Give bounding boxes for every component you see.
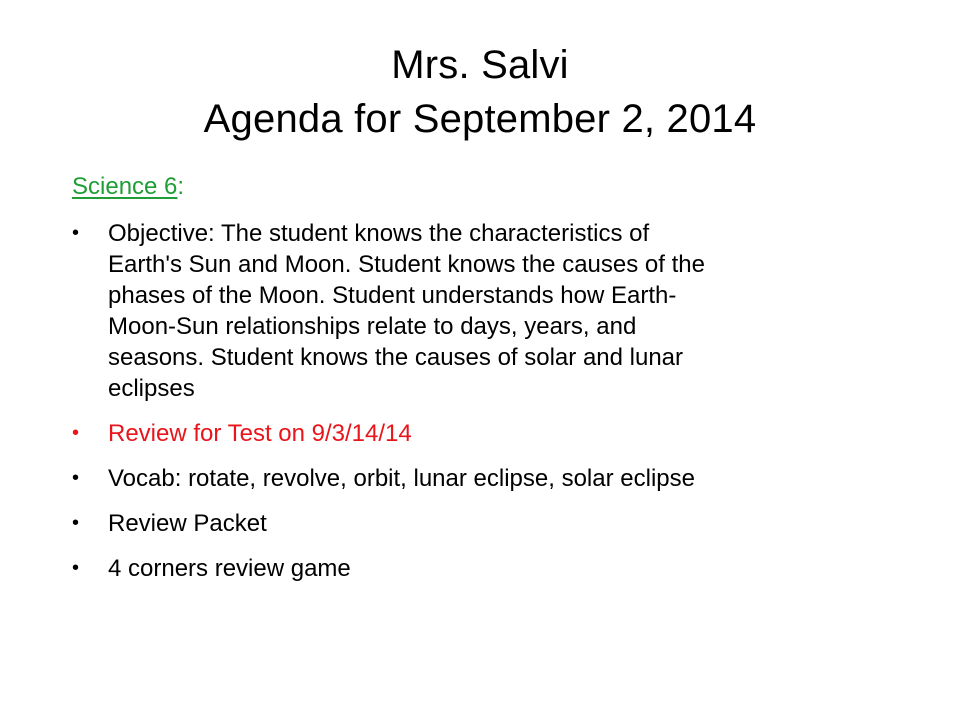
agenda-item-text: Objective: The student knows the characteristics of Earth's Sun and Moon. Student knows the causes of the phases of the Moon. Student understands how Earth- Moon-Sun relationships relate to days, years, and seasons. Student knows the causes of solar and lunar eclipses bbox=[108, 220, 705, 402]
agenda-item-vocab bbox=[72, 463, 892, 494]
bullet-icon: • bbox=[72, 512, 80, 534]
agenda-item-review-test bbox=[72, 418, 892, 449]
slide-title bbox=[66, 38, 894, 146]
subject-heading bbox=[72, 170, 184, 204]
agenda-item-text: Vocab: rotate, revolve, orbit, lunar eclipse, solar eclipse bbox=[108, 465, 695, 492]
bullet-icon: • bbox=[72, 467, 80, 489]
bullet-icon: • bbox=[72, 422, 80, 444]
agenda-item-objective bbox=[72, 218, 892, 404]
title-agenda-date: Agenda for September 2, 2014 bbox=[203, 97, 757, 141]
agenda-item-text: 4 corners review game bbox=[108, 555, 351, 582]
agenda-list bbox=[72, 218, 892, 598]
agenda-item-text: Review for Test on 9/3/14/14 bbox=[108, 420, 412, 447]
subject-colon: : bbox=[177, 173, 185, 200]
agenda-item-text: Review Packet bbox=[108, 510, 267, 537]
agenda-item-review-game bbox=[72, 553, 892, 584]
bullet-icon: • bbox=[72, 557, 80, 579]
title-teacher-name: Mrs. Salvi bbox=[391, 43, 569, 87]
agenda-item-review-packet bbox=[72, 508, 892, 539]
bullet-icon: • bbox=[72, 222, 80, 244]
subject-link-science-6[interactable]: Science 6 bbox=[72, 173, 178, 200]
